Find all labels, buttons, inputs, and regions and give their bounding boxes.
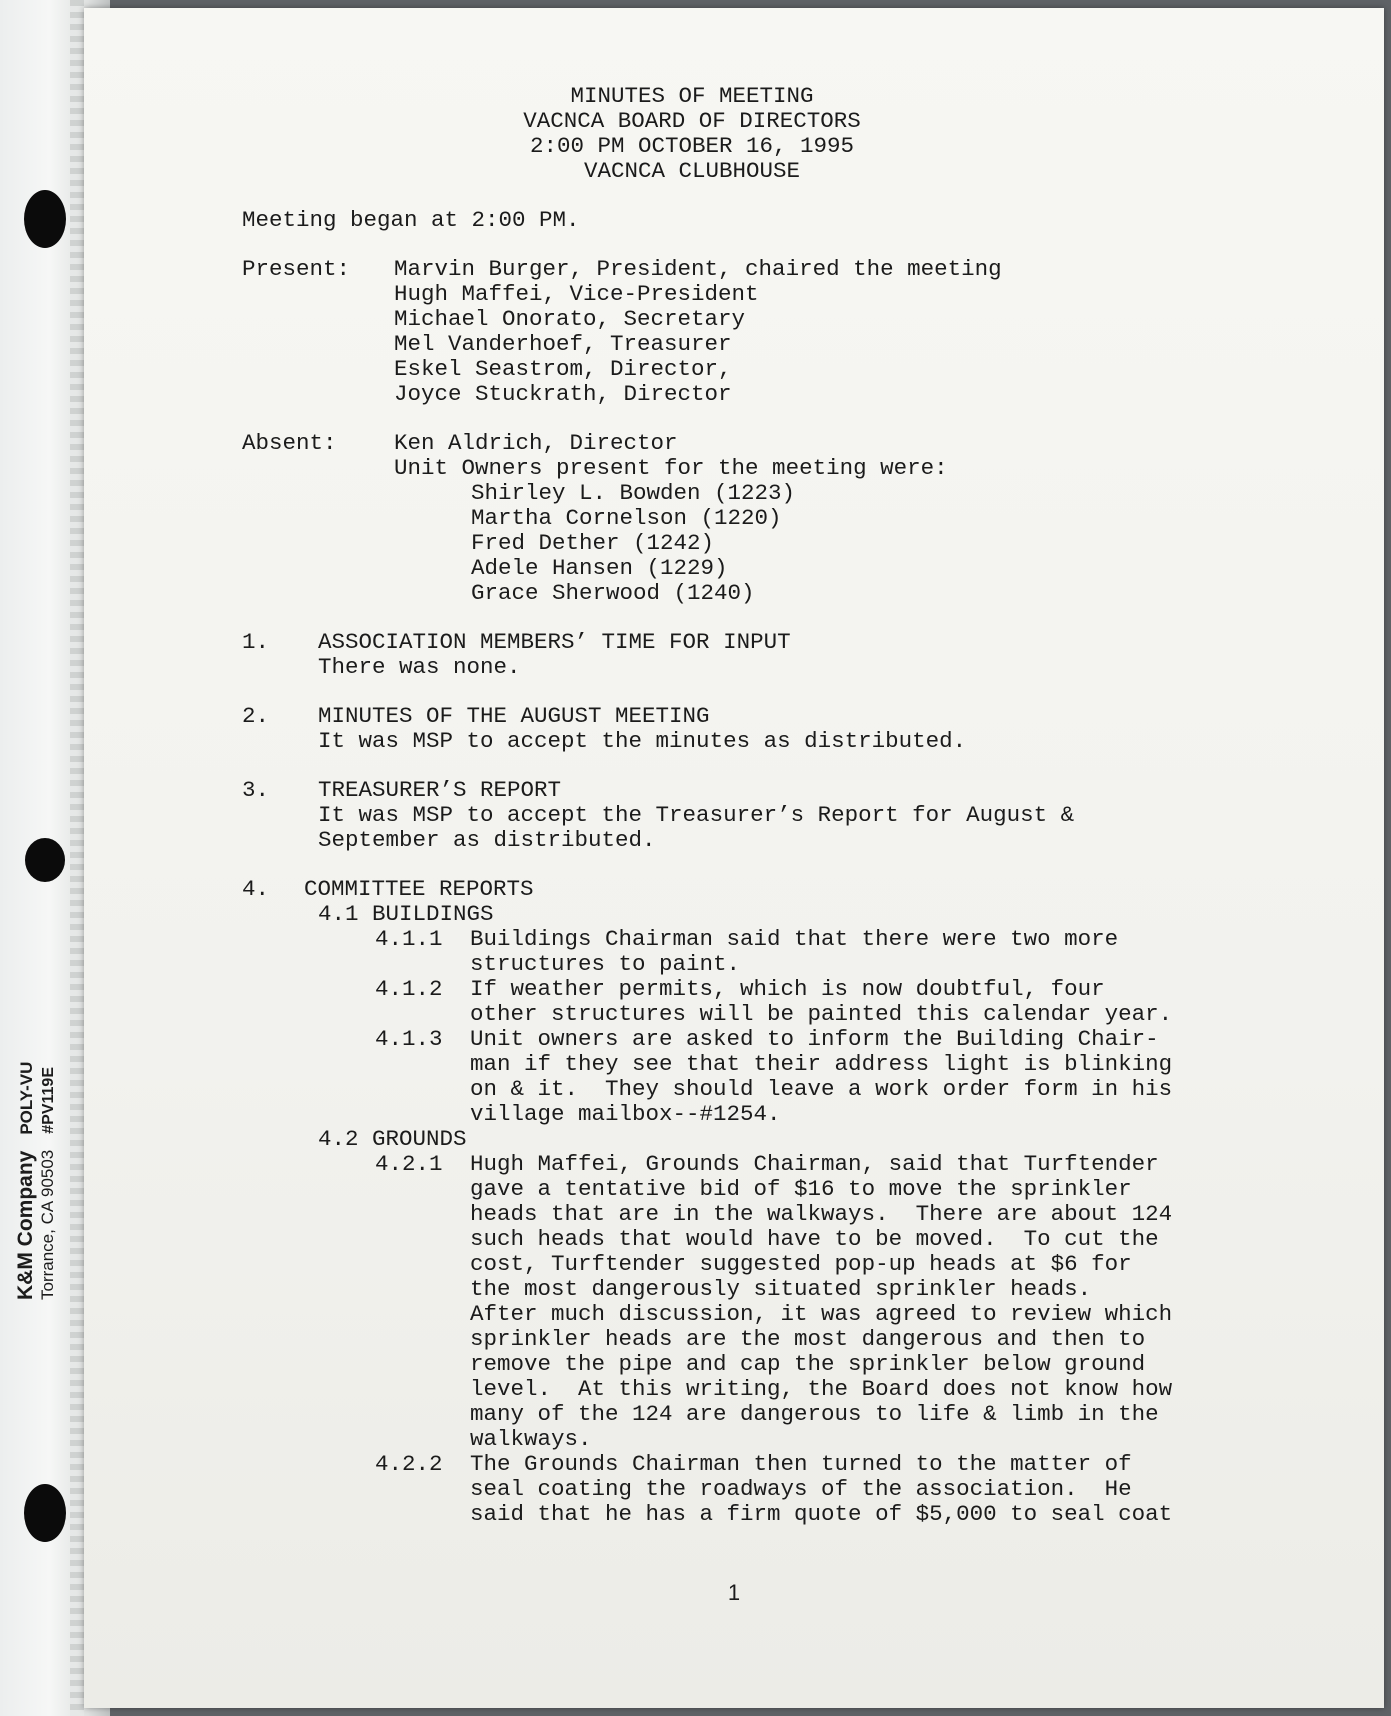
product-name: POLY-VU: [17, 1061, 36, 1135]
item-number: 4.2.1: [375, 1151, 443, 1177]
unit-owners-heading: Unit Owners present for the meeting were:: [394, 455, 948, 481]
item-line: village mailbox--#1254.: [470, 1101, 781, 1127]
brand-name: K&M Company: [14, 1150, 37, 1300]
item-line: After much discussion, it was agreed to review which: [470, 1301, 1173, 1327]
item-number: 4.1.3: [375, 1026, 443, 1052]
attendee: Mel Vanderhoef, Treasurer: [394, 331, 732, 357]
attendee: Eskel Seastrom, Director,: [394, 356, 732, 382]
unit-owner: Grace Sherwood (1240): [471, 580, 755, 606]
product-code: #PV119E: [40, 1067, 58, 1134]
attendee: Marvin Burger, President, chaired the meeting: [394, 256, 1002, 282]
minutes-document: [242, 84, 1322, 1527]
grounds-item: [375, 1152, 1322, 1452]
item-line: sprinkler heads are the most dangerous and then to: [470, 1326, 1146, 1352]
title-line-3: 2:00 PM OCTOBER 16, 1995: [529, 133, 855, 159]
present-list: [242, 257, 1322, 407]
section-4: [242, 877, 1322, 1527]
item-number: 4.1.2: [375, 976, 443, 1002]
present-label: Present:: [242, 256, 351, 282]
title-line-4: VACNCA CLUBHOUSE: [583, 158, 801, 184]
punch-hole-middle: [25, 838, 65, 882]
buildings-item: [375, 977, 1322, 1027]
section-text: September as distributed.: [318, 827, 656, 853]
punch-hole-top: [24, 190, 66, 248]
section-number: 2.: [242, 703, 270, 729]
item-line: gave a tentative bid of $16 to move the sprinkler: [470, 1176, 1132, 1202]
item-line: If weather permits, which is now doubtful, four: [470, 976, 1105, 1002]
absent-label: Absent:: [242, 430, 337, 456]
page-number: 1: [727, 1580, 741, 1605]
sleeve-brand-label: [14, 1062, 59, 1300]
item-line: seal coating the roadways of the association. He: [470, 1476, 1132, 1502]
buildings-item: [375, 1027, 1322, 1127]
section-heading: COMMITTEE REPORTS: [304, 876, 534, 902]
section-text: There was none.: [318, 654, 521, 680]
punch-hole-bottom: [24, 1484, 66, 1542]
unit-owner: Shirley L. Bowden (1223): [471, 480, 796, 506]
item-line: the most dangerously situated sprinkler heads.: [470, 1276, 1092, 1302]
item-line: Buildings Chairman said that there were two more: [470, 926, 1119, 952]
item-line: heads that are in the walkways. There are about 124: [470, 1201, 1173, 1227]
item-line: walkways.: [470, 1426, 592, 1452]
attendee: Hugh Maffei, Vice-President: [394, 281, 759, 307]
item-line: remove the pipe and cap the sprinkler below ground: [470, 1351, 1146, 1377]
item-line: many of the 124 are dangerous to life & limb in the: [470, 1401, 1159, 1427]
section-number: 3.: [242, 777, 270, 803]
grounds-heading: 4.2 GROUNDS: [318, 1126, 467, 1152]
item-line: Unit owners are asked to inform the Building Chair-: [470, 1026, 1159, 1052]
item-number: 4.2.2: [375, 1451, 443, 1477]
grounds-item: [375, 1452, 1322, 1527]
title-line-2: VACNCA BOARD OF DIRECTORS: [523, 108, 861, 134]
section-number: 4.: [242, 876, 270, 902]
attendee: Michael Onorato, Secretary: [394, 306, 746, 332]
section-2: [242, 704, 1322, 754]
section-number: 1.: [242, 629, 270, 655]
section-heading: ASSOCIATION MEMBERS’ TIME FOR INPUT: [318, 629, 791, 655]
buildings-item: [375, 927, 1322, 977]
item-line: structures to paint.: [470, 951, 741, 977]
attendee: Joyce Stuckrath, Director: [394, 381, 732, 407]
absent-list: [242, 431, 1322, 606]
unit-owner: Adele Hansen (1229): [471, 555, 728, 581]
brand-city: Torrance, CA 90503: [38, 1149, 58, 1300]
item-line: The Grounds Chairman then turned to the matter of: [470, 1451, 1132, 1477]
sleeve-edge: [70, 0, 84, 1716]
meeting-start: Meeting began at 2:00 PM.: [242, 207, 580, 233]
item-line: man if they see that their address light is blinking: [470, 1051, 1173, 1077]
section-heading: TREASURER’S REPORT: [318, 777, 562, 803]
document-title: [302, 84, 1082, 184]
unit-owner: Martha Cornelson (1220): [471, 505, 782, 531]
section-3: [242, 778, 1322, 853]
item-line: other structures will be painted this calendar year.: [470, 1001, 1173, 1027]
item-line: said that he has a firm quote of $5,000 to seal coat: [470, 1501, 1173, 1527]
absentee: Ken Aldrich, Director: [394, 430, 678, 456]
item-line: such heads that would have to be moved. To cut the: [470, 1226, 1159, 1252]
item-number: 4.1.1: [375, 926, 443, 952]
document-page: [84, 8, 1384, 1708]
section-text: It was MSP to accept the minutes as distributed.: [318, 728, 967, 754]
section-1: [242, 630, 1322, 680]
item-line: level. At this writing, the Board does not know how: [470, 1376, 1173, 1402]
item-line: cost, Turftender suggested pop-up heads at $6 for: [470, 1251, 1132, 1277]
buildings-heading: 4.1 BUILDINGS: [318, 901, 494, 927]
item-line: Hugh Maffei, Grounds Chairman, said that Turftender: [470, 1151, 1159, 1177]
title-line-1: MINUTES OF MEETING: [570, 83, 814, 109]
section-heading: MINUTES OF THE AUGUST MEETING: [318, 703, 710, 729]
item-line: on & it. They should leave a work order form in his: [470, 1076, 1173, 1102]
unit-owner: Fred Dether (1242): [471, 530, 715, 556]
section-text: It was MSP to accept the Treasurer’s Report for August &: [318, 802, 1075, 828]
